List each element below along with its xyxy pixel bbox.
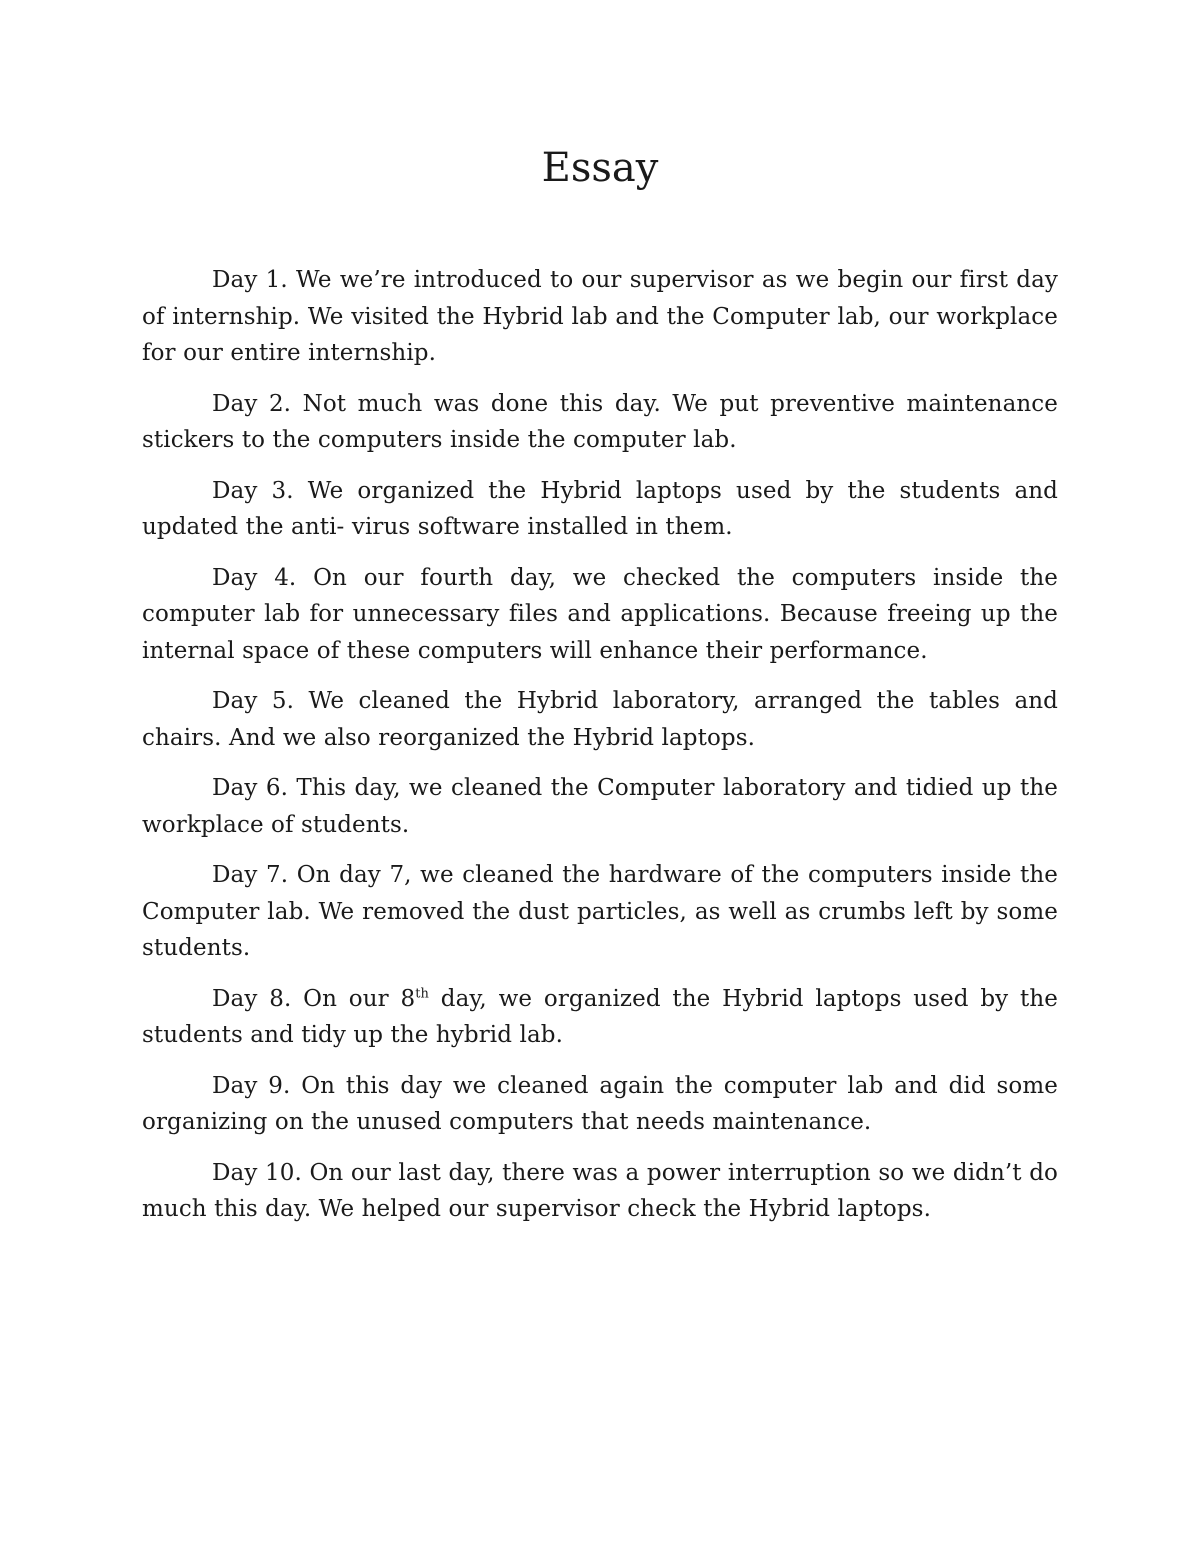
document-body bbox=[142, 262, 1058, 1242]
paragraph-day-2: Day 2. Not much was done this day. We put preventive maintenance stickers to the computers inside the computer lab. bbox=[142, 390, 1058, 453]
paragraph-day-8 bbox=[142, 981, 1058, 1054]
document-title: Essay bbox=[541, 145, 659, 191]
paragraph-day-9: Day 9. On this day we cleaned again the computer lab and did some organizing on the unused computers that needs maintenance. bbox=[142, 1072, 1058, 1135]
paragraph-day-4: Day 4. On our fourth day, we checked the computers inside the computer lab for unnecessary files and applications. Because freeing up the internal space of these computers will enhance their performance. bbox=[142, 564, 1058, 664]
paragraph-day-6: Day 6. This day, we cleaned the Computer laboratory and tidied up the workplace of students. bbox=[142, 775, 1058, 838]
paragraph-day-8-before: Day 8. On our 8 bbox=[212, 985, 416, 1012]
paragraph-day-1: Day 1. We we’re introduced to our supervisor as we begin our first day of internship. We visited the Hybrid lab and the Computer lab, our workplace for our entire internship. bbox=[142, 267, 1058, 366]
ordinal-superscript: th bbox=[415, 985, 429, 1001]
paragraph-day-5: Day 5. We cleaned the Hybrid laboratory, arranged the tables and chairs. And we also reorganized the Hybrid laptops. bbox=[142, 688, 1058, 751]
paragraph-day-10: Day 10. On our last day, there was a power interruption so we didn’t do much this day. We helped our supervisor check the Hybrid laptops. bbox=[142, 1159, 1058, 1222]
paragraph-day-8-after: day, we organized the Hybrid laptops used by the students and tidy up the hybrid lab. bbox=[142, 985, 1058, 1048]
paragraph-day-3: Day 3. We organized the Hybrid laptops used by the students and updated the anti- virus software installed in them. bbox=[142, 477, 1058, 540]
paragraph-day-7: Day 7. On day 7, we cleaned the hardware of the computers inside the Computer lab. We removed the dust particles, as well as crumbs left by some students. bbox=[142, 862, 1058, 961]
